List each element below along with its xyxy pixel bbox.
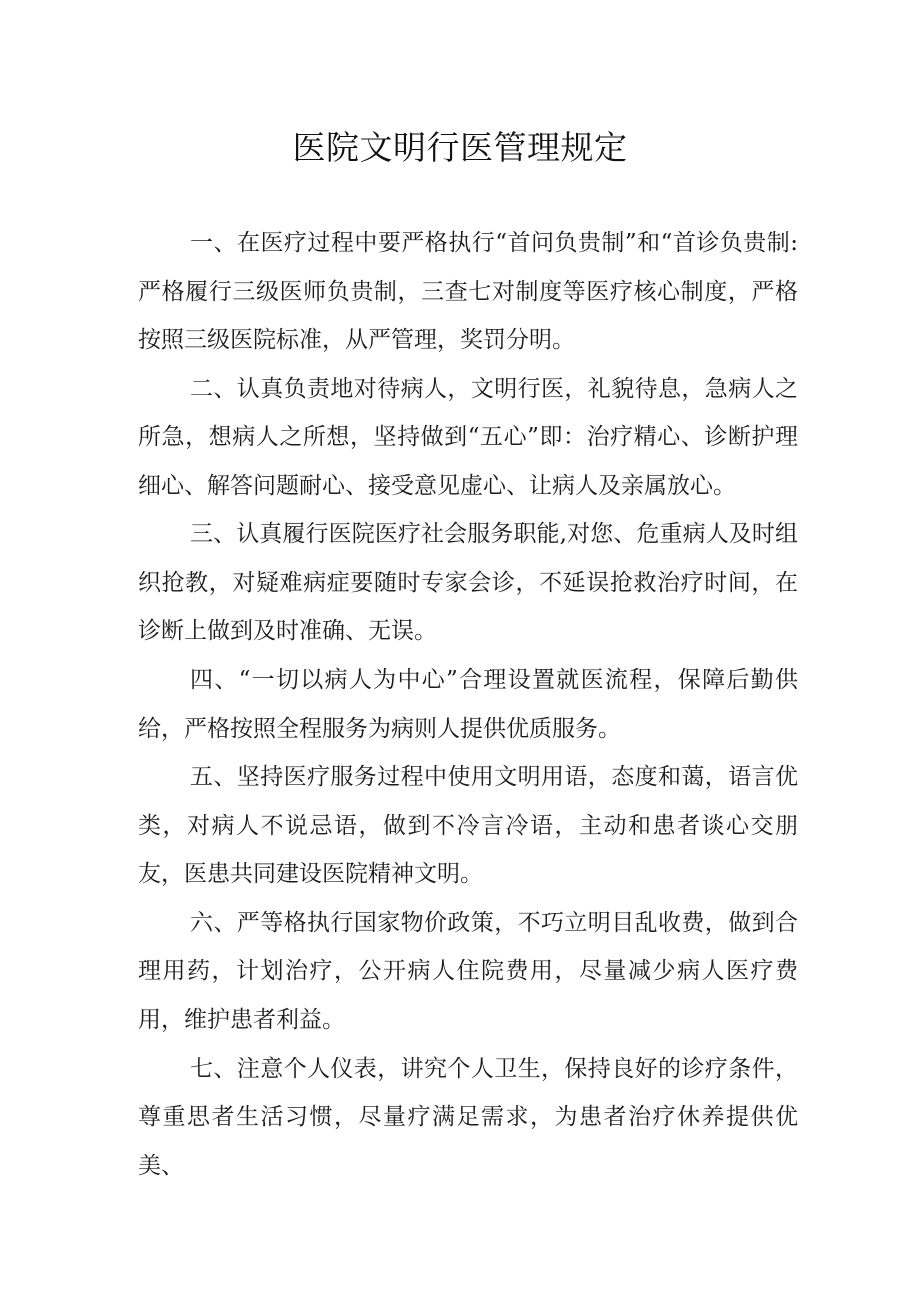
paragraph-1: 一、在医疗过程中要严格执行“首问负贵制”和“首诊负贵制:严格履行三级医师负贵制，三查七对制度等医疗核心制度，严格按照三级医院标准，从严管理，奖罚分明。	[138, 230, 798, 353]
paragraph-6: 六、严等格执行国家物价政策，不巧立明目乱收费，做到合理用药，计划治疗，公开病人住院费用，尽量减少病人医疗费用，维护患者利益。	[138, 909, 798, 1033]
paragraph-2: 二、认真负责地对待病人，文明行医，礼貌待息，急病人之所急，想病人之所想，坚持做到“五心”即：治疗精心、诊断护理细心、解答问题耐心、接受意见虚心、让病人及亲属放心。	[138, 375, 798, 499]
paragraph-7: 七、注意个人仪表，讲究个人卫生，保持良好的诊疗条件，尊重思者生活习惯，尽量疗满足需求，为患者治疗休养提供优美、	[138, 1055, 798, 1179]
document-body	[138, 219, 798, 1190]
document-title: 医院文明行医管理规定	[292, 128, 628, 167]
paragraph-4: 四、“一切以病人为中心”合理设置就医流程，保障后勤供给，严格按照全程服务为病则人提供优质服务。	[138, 667, 798, 742]
paragraph-5: 五、坚持医疗服务过程中使用文明用语，态度和蔼，语言优类，对病人不说忌语，做到不冷言冷语，主动和患者谈心交朋友，医患共同建设医院精神文明。	[138, 764, 798, 888]
paragraph-3: 三、认真履行医院医疗社会服务职能,对您、危重病人及时组织抢教，对疑难病症要随时专家会诊，不延误抢救治疗时间，在诊断上做到及时准确、无误。	[138, 521, 798, 645]
